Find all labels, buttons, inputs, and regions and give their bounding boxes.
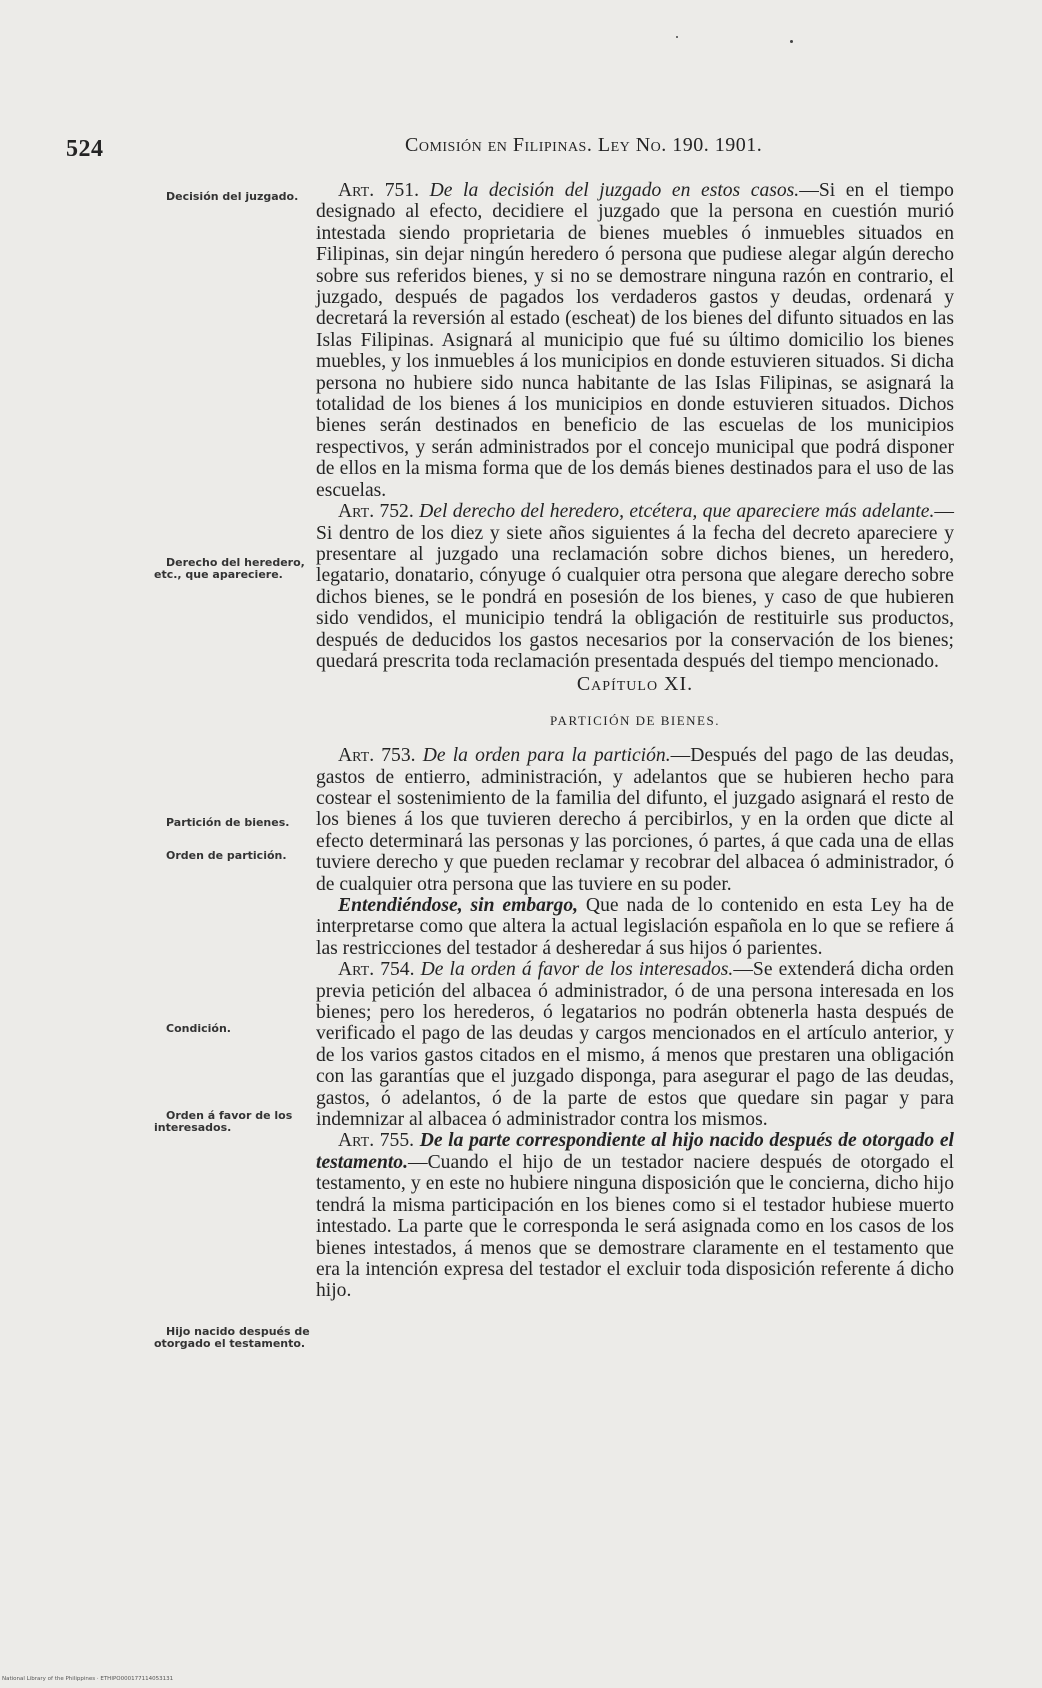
article-number: Art. 751. [338,180,419,201]
article-number: Art. 752. [338,501,414,523]
chapter-subtitle: PARTICIÓN DE BIENES. [550,712,720,728]
page-number: 524 [66,136,104,162]
margin-note-condition [154,1023,312,1035]
speck [790,40,793,43]
article-body: —Después del pago de las deudas, gastos de entierro, administración, y adelantos que se hubieren hecho para costear el sostenimiento de la familia del difunto, el juzgado asignará el resto de los bienes á los que tuvieren derecho á percibirlos, y en la orden que dicte al efecto determinará las personas y las porciones, ó partes, á que cada una de ellas tuviere derecho y que pueden reclamar y recobrar del albacea ó administrador, ó de cualquier otra persona que las tuviere en su poder. [316,745,954,895]
margin-note-heir-right [154,557,312,581]
margin-note-interested-order [154,1110,312,1134]
margin-note-text: Decisión del juzgado. [166,190,299,203]
scan-footer: National Library of the Philippines · ETHIPO000177114053131 [2,1676,174,1682]
margin-note-posthumous-child [154,1326,312,1350]
article-752 [316,501,954,672]
running-head: Comisión en Filipinas. Ley No. 190. 1901. [405,134,763,156]
article-753 [316,745,954,895]
margin-note-text: Orden á favor de los interesados. [154,1109,293,1134]
article-753-proviso [316,895,954,959]
margin-note-decision [154,191,312,203]
article-heading: Del derecho del heredero, etcétera, que apareciere más adelante. [419,501,935,523]
article-heading: De la parte correspondiente al hijo nacido después de otorgado el testamento. [316,1130,954,1173]
margin-note-partition [154,817,312,829]
main-text-column [316,180,954,1302]
article-body: —Si en el tiempo designado al efecto, decidiere el juzgado que la persona en cuestión murió intestada siendo proprietaria de bienes muebles ó inmuebles situados en Filipinas, sin dejar ningún heredero ó persona que pudiese alegar algún derecho sobre sus referidos bienes, y si no se demostrare ninguna razón en contrario, el juzgado, después de pagados los verdaderos gastos y deudas, ordenará y decretará la reversión al estado (escheat) de los bienes del difunto situados en las Islas Filipinas. Asignará al municipio que fué su último domicilio los bienes muebles, y los inmuebles á los municipios en donde estuvieren situados. Si dicha persona no hubiere sido nunca habitante de las Islas Filipinas, se asignará la totalidad de los bienes á los municipios en donde estuvieren situados. Dichos bienes serán destinados en beneficio de las escuelas de los municipios respectivos, y serán administrados por el concejo municipal que podrá disponer de ellos en la misma forma que de los demás bienes destinados para el uso de las escuelas. [316,180,954,501]
margin-note-text: Hijo nacido después de otorgado el testamento. [154,1325,310,1350]
article-heading: De la orden á favor de los interesados. [420,959,734,981]
article-heading: De la orden para la partición. [422,745,671,767]
article-body: —Si dentro de los diez y siete años siguientes á la fecha del decreto apareciere y presentare al juzgado una reclamación sobre dichos bienes, un heredero, legatario, donatario, cónyuge ó cualquier otra persona que alegare derecho sobre dichos bienes, se le pondrá en posesión de los bienes, y caso de que hubieren sido vendidos, el municipio tendrá la obligación de restituirle sus productos, después de deducidos los gastos necesarios por la conservación de los bienes; quedará prescrita toda reclamación presentada después del tiempo mencionado. [316,501,954,672]
article-755 [316,1130,954,1301]
article-body: —Se extenderá dicha orden previa petición del albacea ó administrador, ó de una persona interesada en los bienes; pero los herederos, ó legatarios no podrán obtenerla hasta después de verificado el pago de las deudas y cargos mencionados en el artículo anterior, y de los varios gastos citados en el mismo, á menos que prestaren una obligación con las garantías que el juzgado disponga, para asegurar el pago de las deudas, gastos, ó adelantos, ó de la parte de estos que quedare sin pagar y para indemnizar al albacea ó administrador contra los mismos. [316,959,954,1131]
proviso-body: Que nada de lo contenido en esta Ley ha de interpretarse como que altera la actual legislación española en lo que se refiere á las restricciones del testador á desheredar á sus hijos ó parientes. [316,895,954,959]
article-number: Art. 755. [338,1130,415,1152]
article-body: —Cuando el hijo de un testador naciere después de otorgado el testamento, y en este no hubiere ninguna disposición que le concierna, dicho hijo tendrá la misma participación en los bienes como si el testador hubiese muerto intestado. La parte que le corresponda le será asignada como en los casos de los bienes intestados, á menos que se demostrare claramente en el testamento que era la intención expresa del testador el excluir toda disposición referente á dicho hijo. [316,1151,954,1302]
speck [676,36,678,38]
article-number: Art. 754. [338,959,415,981]
article-751 [316,180,954,501]
margin-note-text: Condición. [166,1022,231,1035]
article-number: Art. 753. [338,745,416,767]
proviso-heading: Entendiéndose, sin embargo, [338,895,579,916]
margin-note-text: Derecho del heredero, etc., que apareciere. [154,556,305,581]
article-heading: De la decisión del juzgado en estos casos. [429,180,800,201]
article-754 [316,959,954,1130]
margin-note-text: Orden de partición. [166,849,287,862]
chapter-title: Capítulo XI. [576,673,694,696]
margin-note-text: Partición de bienes. [166,816,290,829]
scan-specks [670,32,810,52]
margin-note-partition-order [154,850,312,862]
